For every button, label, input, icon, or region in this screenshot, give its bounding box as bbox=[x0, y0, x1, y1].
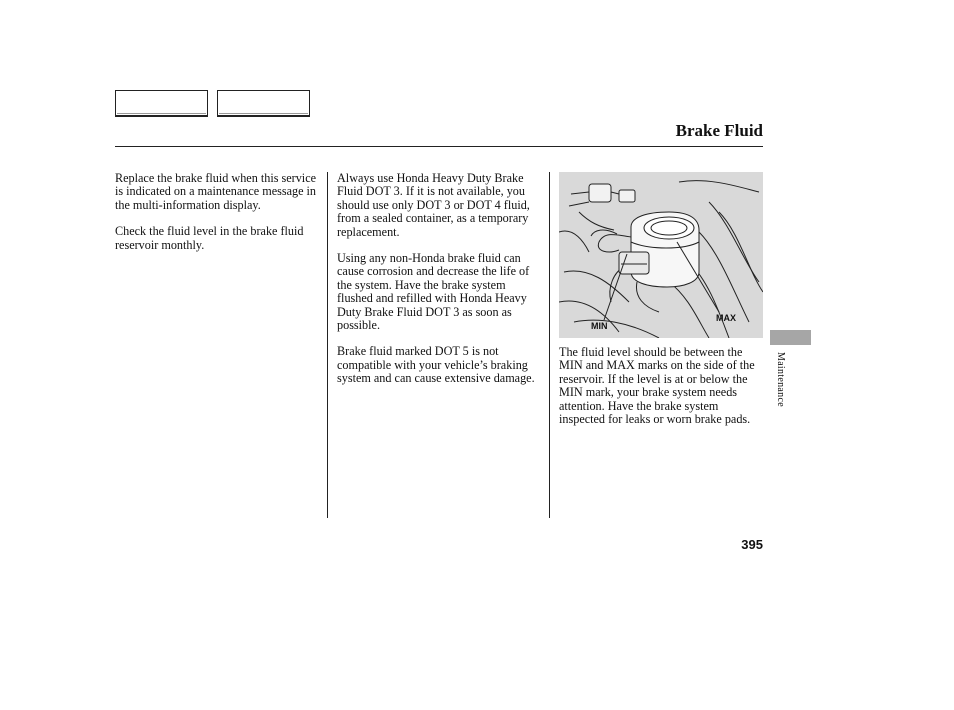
page-number: 395 bbox=[741, 537, 763, 552]
column-left bbox=[115, 172, 321, 265]
max-label: MAX bbox=[716, 313, 736, 323]
section-label: Maintenance bbox=[775, 352, 786, 407]
title-rule bbox=[115, 146, 763, 147]
paragraph: Brake fluid marked DOT 5 is not compatible with your vehicle’s braking system and can cause extensive damage. bbox=[337, 344, 535, 386]
min-label: MIN bbox=[591, 321, 608, 331]
page-title: Brake Fluid bbox=[675, 121, 763, 140]
section-tab[interactable] bbox=[770, 330, 811, 345]
column-divider bbox=[549, 172, 550, 518]
paragraph: Replace the brake fluid when this service is indicated on a maintenance message in the multi-information display. bbox=[115, 171, 317, 212]
column-right bbox=[559, 346, 765, 439]
paragraph: Using any non-Honda brake fluid can cause corrosion and decrease the life of the system. Have the brake system flushed and refilled with Honda Heavy Duty Brake Fluid DOT 3 as soon as possible. bbox=[337, 251, 530, 333]
column-middle bbox=[337, 172, 543, 399]
nav-button-previous[interactable] bbox=[115, 90, 208, 117]
paragraph: The fluid level should be between the MIN and MAX marks on the side of the reservoir. If the level is at or below the MIN mark, your brake system needs attention. Have the brake system inspected for leaks or worn brake pads. bbox=[559, 345, 755, 427]
nav-button-next[interactable] bbox=[217, 90, 310, 117]
brake-reservoir-illustration bbox=[559, 172, 763, 338]
paragraph: Always use Honda Heavy Duty Brake Fluid DOT 3. If it is not available, you should use only DOT 3 or DOT 4 fluid, from a sealed container, as a temporary replacement. bbox=[337, 171, 530, 239]
paragraph: Check the fluid level in the brake fluid reservoir monthly. bbox=[115, 224, 304, 252]
column-divider bbox=[327, 172, 328, 518]
